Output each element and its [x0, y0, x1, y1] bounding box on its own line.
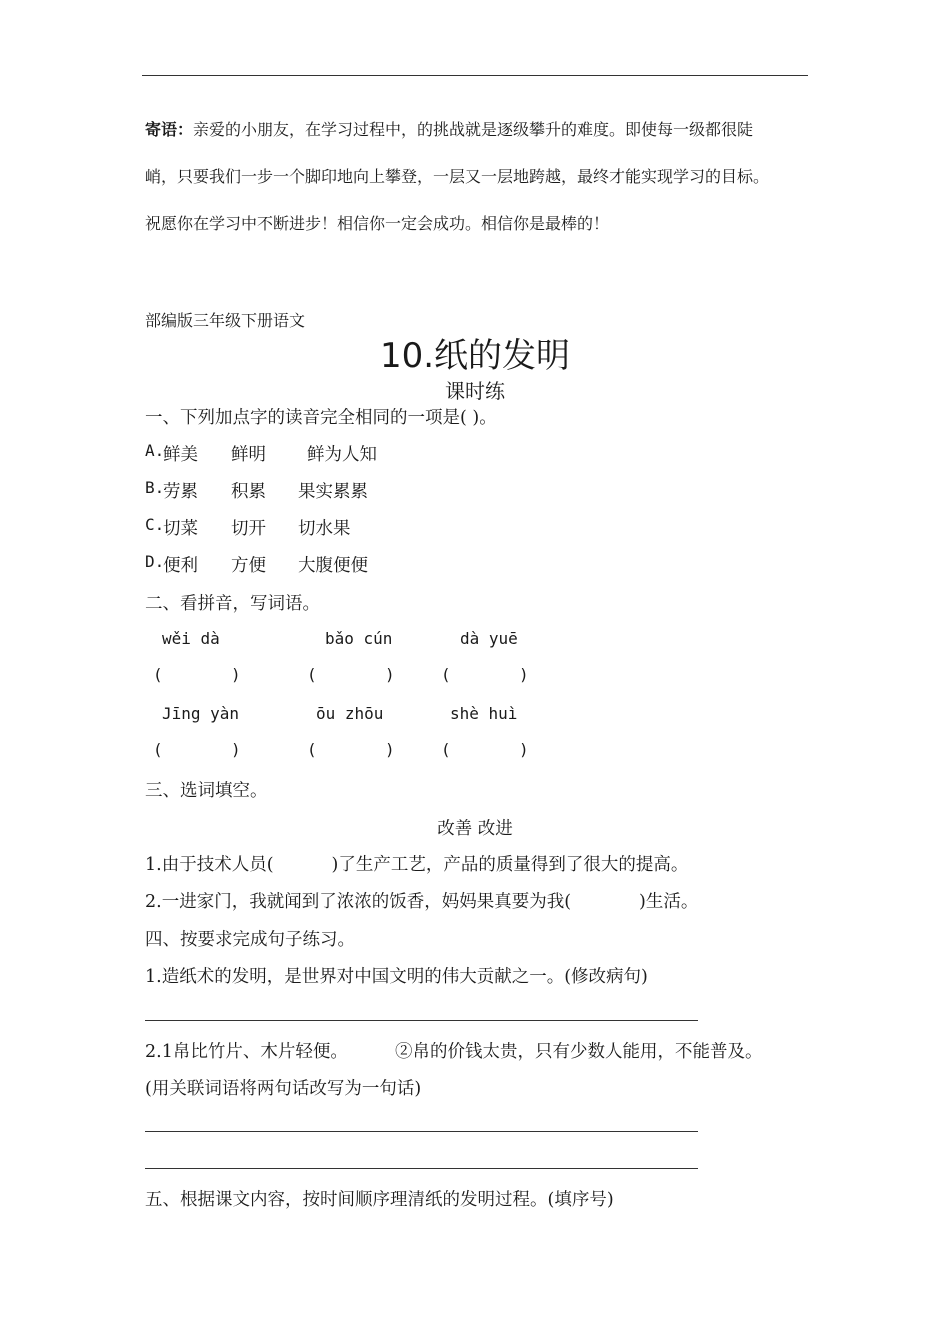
section5-heading: 五、根据课文内容，按时间顺序理清纸的发明过程。(填序号)	[145, 1190, 614, 1210]
option-key: B.	[145, 478, 165, 497]
sentence-q2-part1: 2.1帛比竹片、木片轻便。	[145, 1042, 348, 1062]
answer-paren-close: )	[385, 740, 395, 759]
option-key: C.	[145, 515, 165, 534]
word-choices: 改善 改进	[437, 819, 513, 839]
fill-question-1	[145, 851, 688, 876]
page-title: 10.纸的发明	[379, 336, 571, 376]
option-word: 便利	[163, 556, 198, 576]
answer-line[interactable]	[145, 1131, 698, 1132]
sentence-q2-part2: ②帛的价钱太贵，只有少数人能用，不能普及。	[395, 1042, 763, 1062]
option-word: 大腹便便	[298, 556, 368, 576]
message-line-1	[145, 117, 753, 140]
pinyin-ou-zhou: ōu zhōu	[316, 704, 384, 723]
option-word: 切菜	[163, 519, 198, 539]
fill-q2-after: )生活。	[639, 892, 699, 912]
answer-paren-close: )	[519, 740, 529, 759]
pinyin-da-yue: dà yuē	[460, 629, 518, 648]
page-subtitle: 课时练	[445, 379, 505, 403]
section1-heading: 一、下列加点字的读音完全相同的一项是( )。	[145, 408, 497, 428]
sentence-question-2	[145, 1038, 763, 1063]
option-b	[145, 478, 368, 502]
message-line-2: 峭，只要我们一步一个脚印地向上攀登，一层又一层地跨越，最终才能实现学习的目标。	[145, 167, 770, 186]
answer-paren-open: (	[153, 665, 163, 684]
message-line-3: 祝愿你在学习中不断进步！相信你一定会成功。相信你是最棒的！	[145, 214, 610, 233]
fill-q2-before: 2.一进家门，我就闻到了浓浓的饭香，妈妈果真要为我(	[145, 892, 572, 912]
fill-question-2	[145, 888, 698, 913]
pinyin-jing-yan: Jīng yàn	[162, 704, 240, 723]
answer-paren-close: )	[519, 665, 529, 684]
sentence-question-1: 1.造纸术的发明，是世界对中国文明的伟大贡献之一。(修改病句)	[145, 967, 648, 987]
fill-q1-after: )了生产工艺，产品的质量得到了很大的提高。	[331, 855, 689, 875]
option-word: 鲜明	[231, 445, 266, 465]
pinyin-wei-da: wěi dà	[162, 629, 220, 648]
pinyin-she-hui: shè huì	[450, 704, 518, 723]
answer-paren-open: (	[307, 740, 317, 759]
answer-paren-close: )	[231, 740, 241, 759]
option-word: 鲜为人知	[307, 445, 377, 465]
answer-line[interactable]	[145, 1020, 698, 1021]
section3-heading: 三、选词填空。	[145, 781, 268, 801]
option-word: 果实累累	[298, 482, 368, 502]
answer-paren-open: (	[153, 740, 163, 759]
fill-q1-before: 1.由于技术人员(	[145, 855, 274, 875]
option-a	[145, 441, 377, 465]
section2-heading: 二、看拼音，写词语。	[145, 594, 320, 614]
message-label: 寄语：	[145, 120, 194, 139]
answer-paren-open: (	[441, 665, 451, 684]
option-key: A.	[145, 441, 165, 460]
answer-paren-close: )	[385, 665, 395, 684]
option-word: 方便	[231, 556, 266, 576]
option-d	[145, 552, 368, 576]
option-key: D.	[145, 552, 165, 571]
sentence-question-2-instruction: (用关联词语将两句话改写为一句话)	[145, 1079, 422, 1099]
answer-paren-close: )	[231, 665, 241, 684]
option-word: 劳累	[163, 482, 198, 502]
message-text-1: 亲爱的小朋友，在学习过程中，的挑战就是逐级攀升的难度。即使每一级都很陡	[193, 120, 754, 139]
option-word: 切水果	[298, 519, 351, 539]
header-rule	[142, 75, 808, 76]
option-c	[145, 515, 351, 539]
answer-paren-open: (	[307, 665, 317, 684]
course-label: 部编版三年级下册语文	[145, 311, 306, 330]
answer-paren-open: (	[441, 740, 451, 759]
answer-line[interactable]	[145, 1168, 698, 1169]
option-word: 切开	[231, 519, 266, 539]
option-word: 鲜美	[163, 445, 198, 465]
pinyin-bao-cun: bǎo cún	[325, 629, 393, 648]
section4-heading: 四、按要求完成句子练习。	[145, 930, 355, 950]
option-word: 积累	[231, 482, 266, 502]
